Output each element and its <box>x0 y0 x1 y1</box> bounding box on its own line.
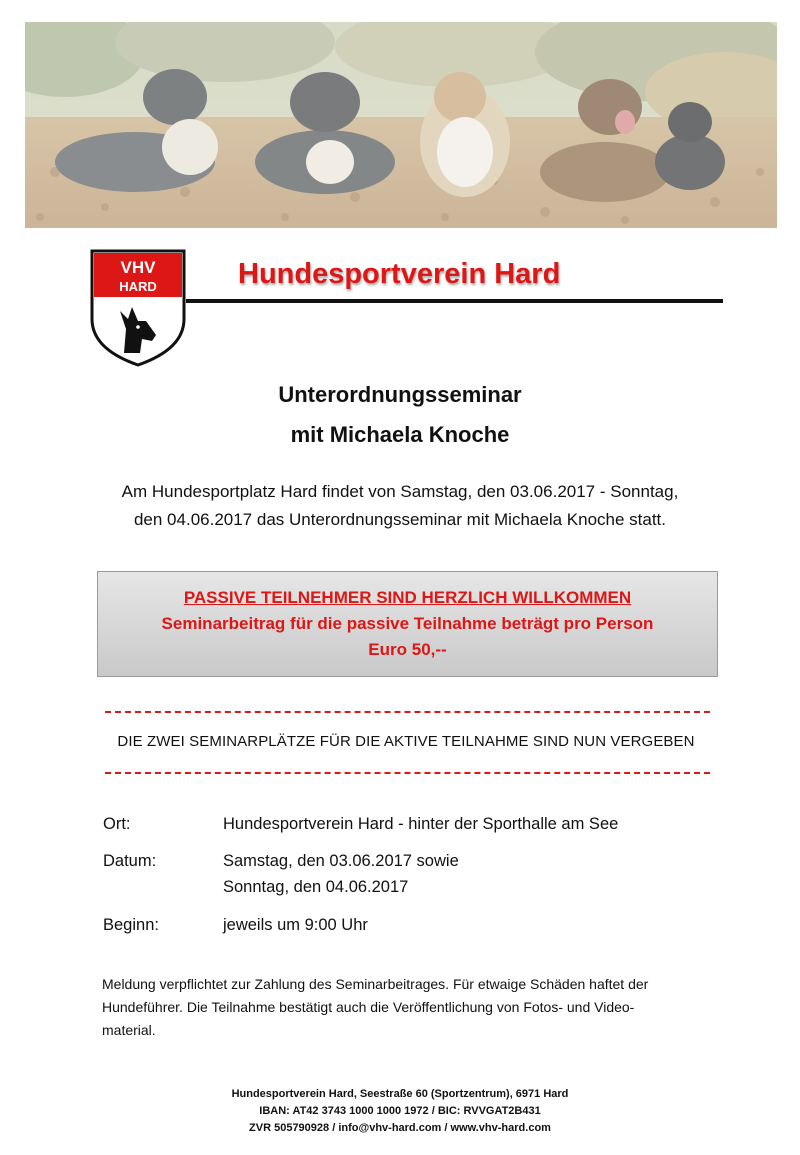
intro-paragraph <box>100 478 700 534</box>
footer-bank: IBAN: AT42 3743 1000 1000 1972 / BIC: RVVGAT2B431 <box>259 1105 541 1117</box>
logo-text-vhv: VHV <box>120 258 156 277</box>
club-logo <box>90 249 186 367</box>
legal-notice <box>102 973 712 1042</box>
date-value-sunday: Sonntag, den 04.06.2017 <box>223 878 409 896</box>
dashed-divider-top <box>105 711 710 713</box>
club-name-heading: Hundesportverein Hard <box>238 258 561 290</box>
logo-text-hard: HARD <box>119 279 157 294</box>
dogs-banner-image <box>25 22 777 228</box>
intro-line-1: Am Hundesportplatz Hard findet von Samstag, den 03.06.2017 - Sonntag, <box>121 482 679 501</box>
dashed-divider-bottom <box>105 772 710 774</box>
passive-headline: PASSIVE TEILNEHMER SIND HERZLICH WILLKOMMEN <box>183 588 632 607</box>
start-label: Beginn: <box>103 916 159 934</box>
intro-line-2: den 04.06.2017 das Unterordnungsseminar mit Michaela Knoche statt. <box>133 510 667 529</box>
footer-address: Hundesportverein Hard, Seestraße 60 (Sportzentrum), 6971 Hard <box>231 1088 569 1100</box>
header-rule <box>186 299 723 303</box>
passive-participants-box <box>97 571 718 677</box>
legal-line-3: material. <box>102 1022 156 1038</box>
active-places-notice: DIE ZWEI SEMINARPLÄTZE FÜR DIE AKTIVE TEILNAHME SIND NUN VERGEBEN <box>117 733 695 750</box>
passive-fee-amount: Euro 50,-- <box>368 640 447 659</box>
legal-line-1: Meldung verpflichtet zur Zahlung des Seminarbeitrages. Für etwaige Schäden haftet der <box>102 976 649 992</box>
date-label: Datum: <box>103 852 157 870</box>
passive-fee-line: Seminarbeitrag für die passive Teilnahme beträgt pro Person <box>161 614 654 633</box>
date-value-saturday: Samstag, den 03.06.2017 sowie <box>223 852 459 870</box>
footer-contact: ZVR 505790928 / info@vhv-hard.com / www.vhv-hard.com <box>249 1122 551 1134</box>
location-value: Hundesportverein Hard - hinter der Sporthalle am See <box>223 815 619 833</box>
start-value: jeweils um 9:00 Uhr <box>223 916 368 934</box>
location-label: Ort: <box>103 815 131 833</box>
legal-line-2: Hundeführer. Die Teilnahme bestätigt auch die Veröffentlichung von Fotos- und Video- <box>102 999 635 1015</box>
seminar-title: Unterordnungsseminar <box>278 382 522 407</box>
seminar-subtitle: mit Michaela Knoche <box>290 422 510 447</box>
